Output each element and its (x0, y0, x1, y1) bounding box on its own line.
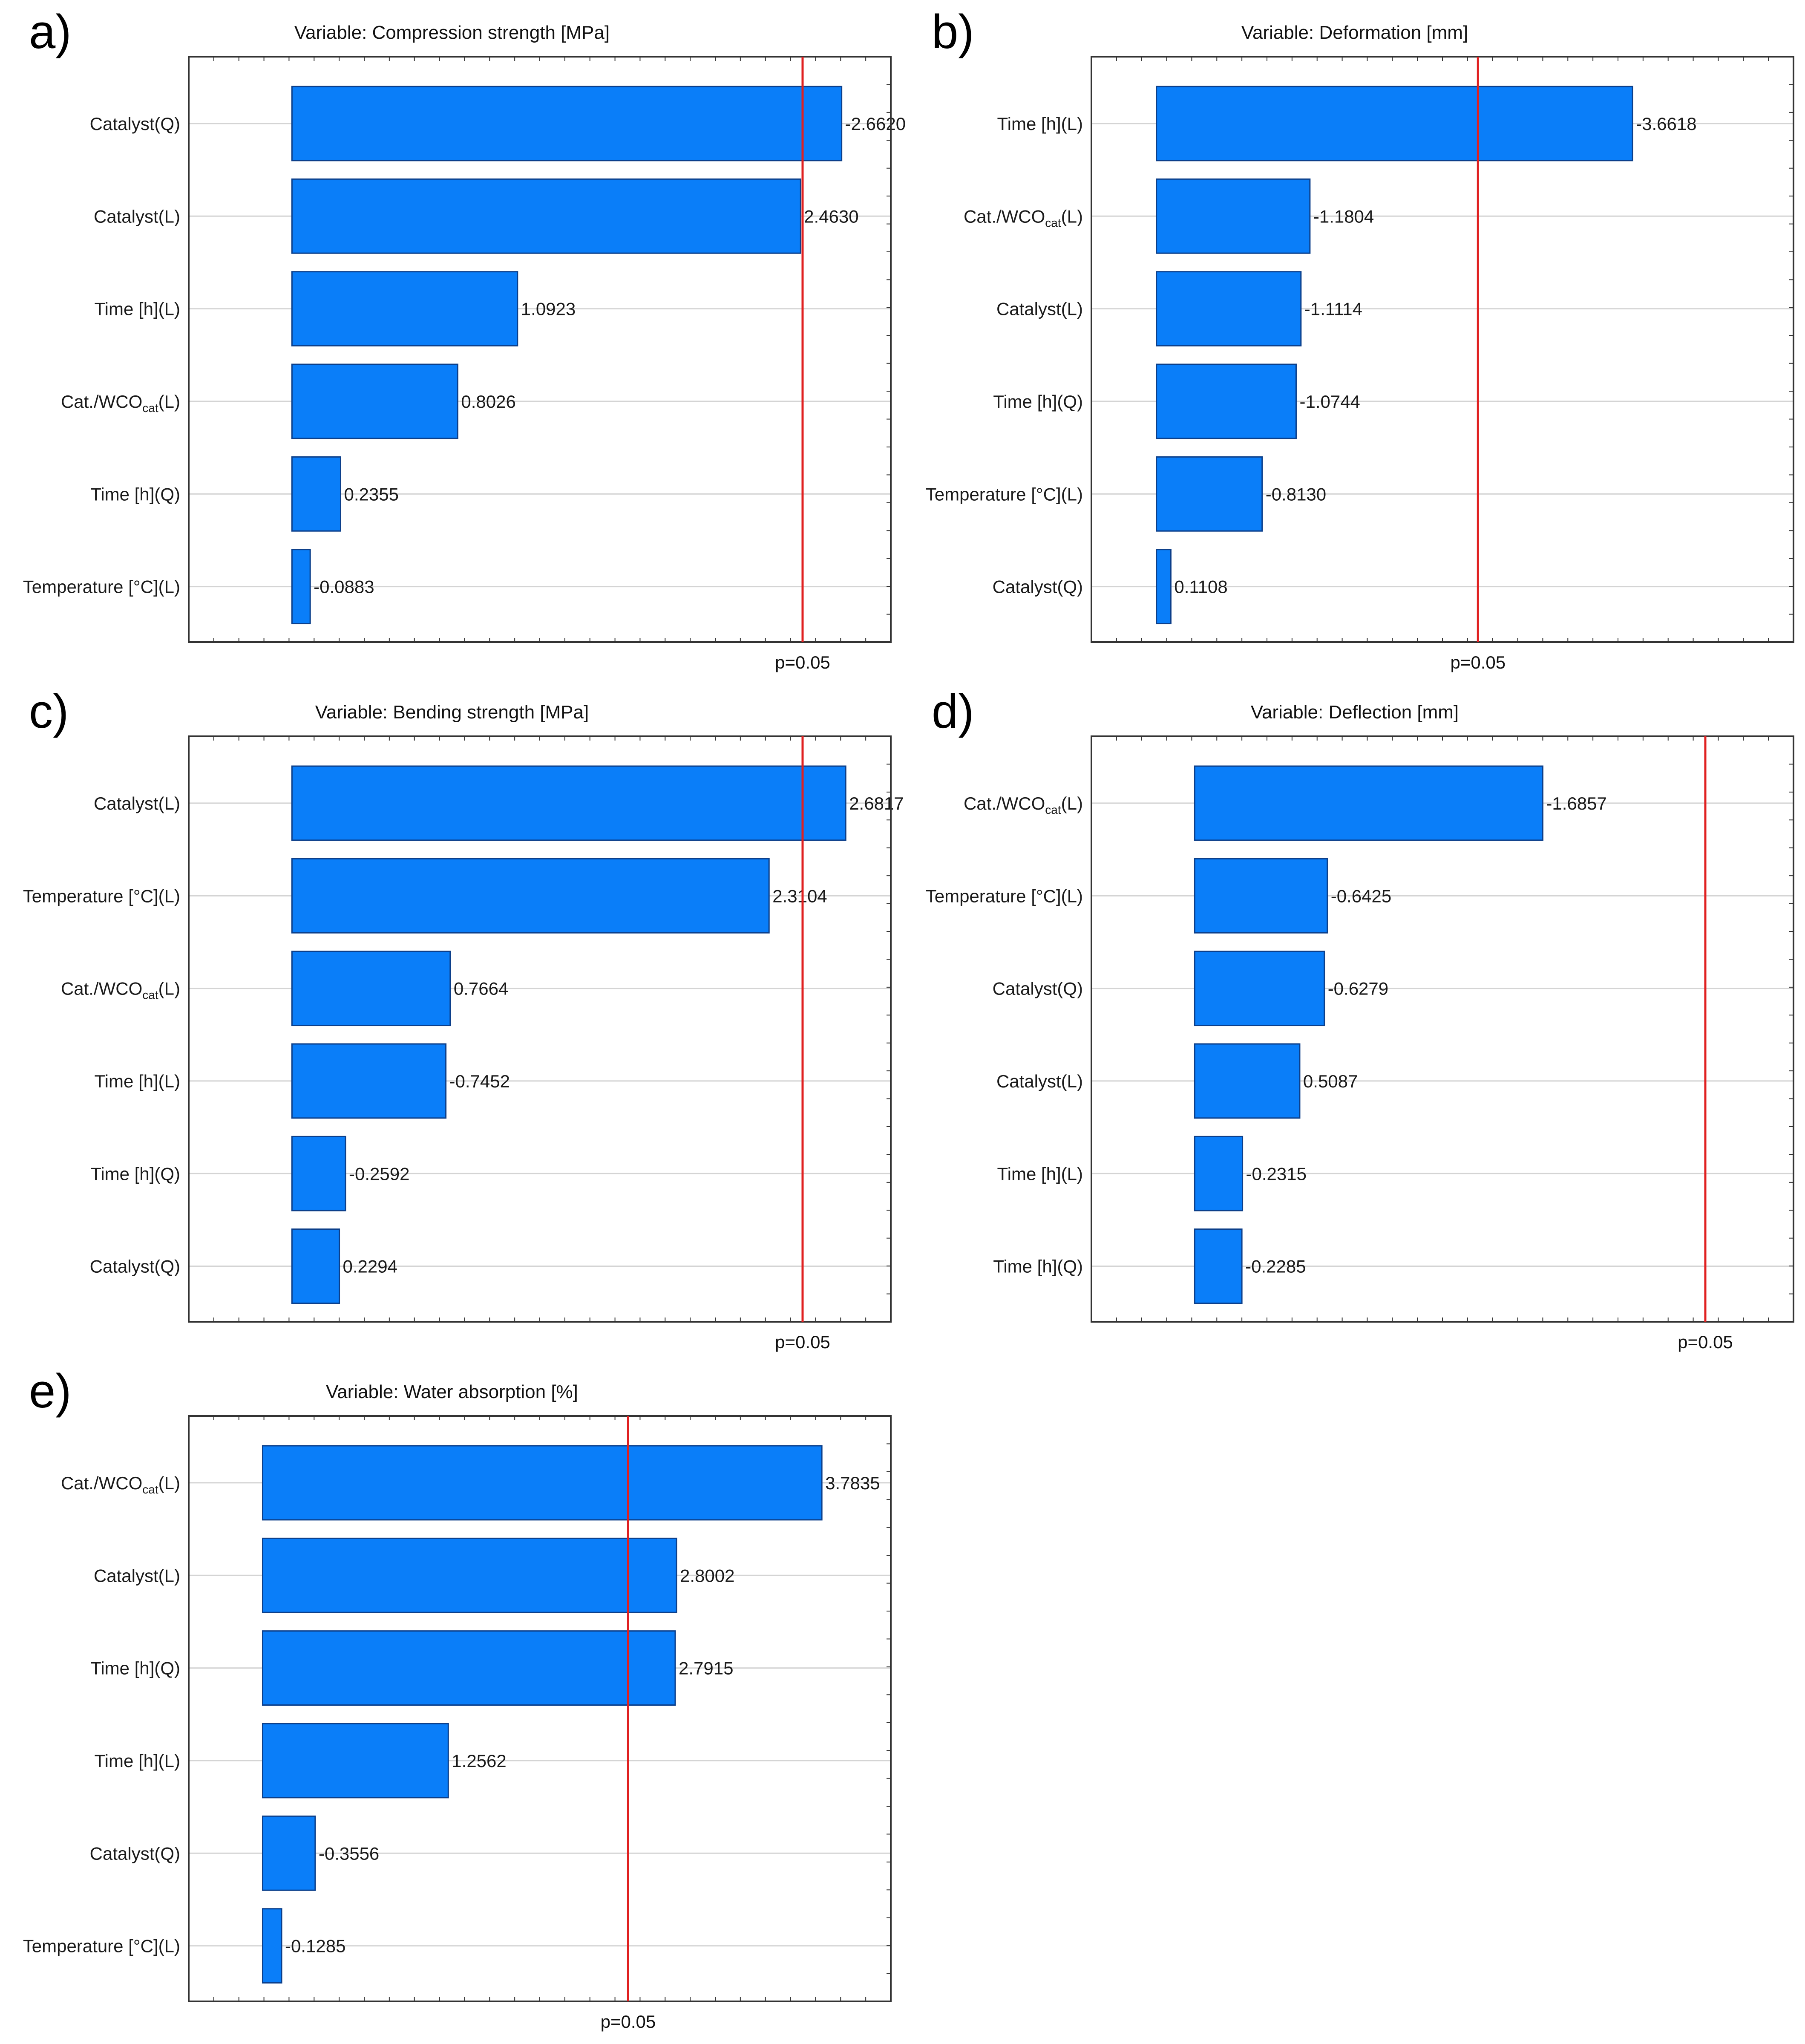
bar (1157, 179, 1310, 253)
significance-label: p=0.05 (600, 2012, 656, 2032)
value-label: -0.1285 (285, 1936, 346, 1956)
category-label: $Cat./WCO_{cat}(L)$ (963, 793, 1083, 816)
category-label: $Cat./WCO_{cat}(L)$ (60, 391, 180, 415)
significance-label: p=0.05 (1678, 1332, 1733, 1352)
category-label: Time [h](Q) (90, 1658, 180, 1678)
category-label: Time [h](Q) (90, 484, 180, 505)
category-label: Time [h](L) (94, 1071, 180, 1091)
value-label: -0.3556 (318, 1843, 380, 1864)
chart-panel (23, 685, 904, 1352)
significance-label: p=0.05 (1450, 652, 1506, 672)
value-label: -3.6618 (1636, 113, 1697, 134)
category-label: Catalyst(Q) (89, 1843, 180, 1864)
category-label: Catalyst(Q) (89, 113, 180, 134)
bar (262, 1631, 675, 1705)
chart-panel (926, 5, 1793, 672)
bar (1195, 1229, 1242, 1303)
value-label: -0.8130 (1265, 484, 1327, 505)
value-label: 2.4630 (804, 206, 859, 227)
value-label: -1.0744 (1299, 391, 1360, 412)
value-label: -2.6620 (845, 113, 906, 134)
value-label: 2.6817 (849, 793, 904, 813)
panel-label: c) (29, 685, 69, 738)
bar (292, 766, 846, 840)
value-label: 0.2355 (344, 484, 399, 505)
value-label: 2.8002 (679, 1565, 735, 1586)
category-label: Temperature [°C](L) (23, 1936, 180, 1956)
panel-label: a) (29, 5, 72, 58)
bar (1195, 859, 1327, 933)
bar (1157, 86, 1633, 161)
value-label: 1.2562 (452, 1750, 507, 1771)
category-label: Time [h](Q) (90, 1164, 180, 1184)
value-label: -0.7452 (449, 1071, 510, 1091)
value-label: 0.5087 (1303, 1071, 1358, 1091)
panel-label: b) (932, 5, 974, 58)
chart-panel (926, 685, 1793, 1352)
significance-label: p=0.05 (775, 652, 830, 672)
bar (1195, 951, 1324, 1026)
bar (292, 86, 841, 161)
value-label: 0.1108 (1174, 577, 1228, 597)
value-label: -0.6279 (1327, 978, 1389, 999)
value-label: 1.0923 (521, 299, 576, 319)
bar (292, 179, 800, 253)
value-label: -0.2285 (1245, 1256, 1306, 1277)
category-label: Catalyst(L) (996, 1071, 1083, 1091)
bar (1157, 364, 1296, 438)
value-label: 2.3104 (772, 886, 827, 906)
chart-panel (23, 1364, 891, 2032)
category-label: Time [h](L) (94, 299, 180, 319)
chart-title: Variable: Deflection [mm] (1250, 702, 1459, 723)
bar (292, 550, 310, 624)
significance-label: p=0.05 (775, 1332, 830, 1352)
value-label: -0.2315 (1246, 1164, 1307, 1184)
bar (262, 1446, 822, 1520)
bar (262, 1538, 677, 1612)
bar (292, 951, 450, 1026)
bar (292, 859, 769, 933)
category-label: $Cat./WCO_{cat}(L)$ (60, 1473, 180, 1496)
value-label: 0.8026 (461, 391, 516, 412)
value-label: 3.7835 (825, 1473, 880, 1493)
bar (262, 1724, 448, 1798)
bar (1195, 1136, 1242, 1211)
category-label: Time [h](Q) (993, 1256, 1083, 1277)
category-label: Catalyst(L) (93, 793, 180, 813)
value-label: 0.7664 (453, 978, 509, 999)
value-label: -0.2592 (348, 1164, 410, 1184)
category-label: Temperature [°C](L) (925, 484, 1083, 505)
bar (292, 1136, 345, 1211)
chart-title: Variable: Deformation [mm] (1241, 22, 1468, 43)
category-label: $Cat./WCO_{cat}(L)$ (60, 978, 180, 1002)
category-label: Catalyst(L) (996, 299, 1083, 319)
bar (292, 364, 458, 438)
bar (1157, 272, 1301, 346)
value-label: -1.1114 (1304, 299, 1362, 319)
value-label: -0.0883 (314, 577, 374, 597)
bar (292, 457, 340, 531)
category-label: Temperature [°C](L) (925, 886, 1083, 906)
chart-title: Variable: Water absorption [%] (326, 1381, 578, 1402)
category-label: Catalyst(L) (93, 1565, 180, 1586)
panel-label: d) (932, 685, 974, 738)
chart-title: Variable: Compression strength [MPa] (294, 22, 610, 43)
category-label: Time [h](L) (997, 113, 1083, 134)
category-label: Catalyst(Q) (992, 577, 1083, 597)
value-label: 2.7915 (678, 1658, 734, 1678)
category-label: Catalyst(Q) (89, 1256, 180, 1277)
value-label: -1.1804 (1313, 206, 1374, 227)
category-label: Catalyst(L) (93, 206, 180, 227)
bar (292, 272, 517, 346)
value-label: -0.6425 (1330, 886, 1392, 906)
category-label: Time [h](Q) (993, 391, 1083, 412)
value-label: 0.2294 (343, 1256, 398, 1277)
chart-title: Variable: Bending strength [MPa] (315, 702, 589, 723)
category-label: $Cat./WCO_{cat}(L)$ (963, 206, 1083, 230)
value-label: -1.6857 (1546, 793, 1607, 813)
bar (262, 1816, 315, 1890)
chart-panel (23, 5, 906, 672)
bar (1157, 550, 1171, 624)
category-label: Temperature [°C](L) (23, 886, 180, 906)
bar (262, 1909, 282, 1983)
category-label: Time [h](L) (997, 1164, 1083, 1184)
category-label: Temperature [°C](L) (23, 577, 180, 597)
category-label: Catalyst(Q) (992, 978, 1083, 999)
bar (1195, 766, 1543, 840)
bar (292, 1229, 339, 1303)
bar (1157, 457, 1262, 531)
bar (292, 1044, 446, 1118)
panel-label: e) (29, 1364, 72, 1418)
bar (1195, 1044, 1300, 1118)
category-label: Time [h](L) (94, 1750, 180, 1771)
